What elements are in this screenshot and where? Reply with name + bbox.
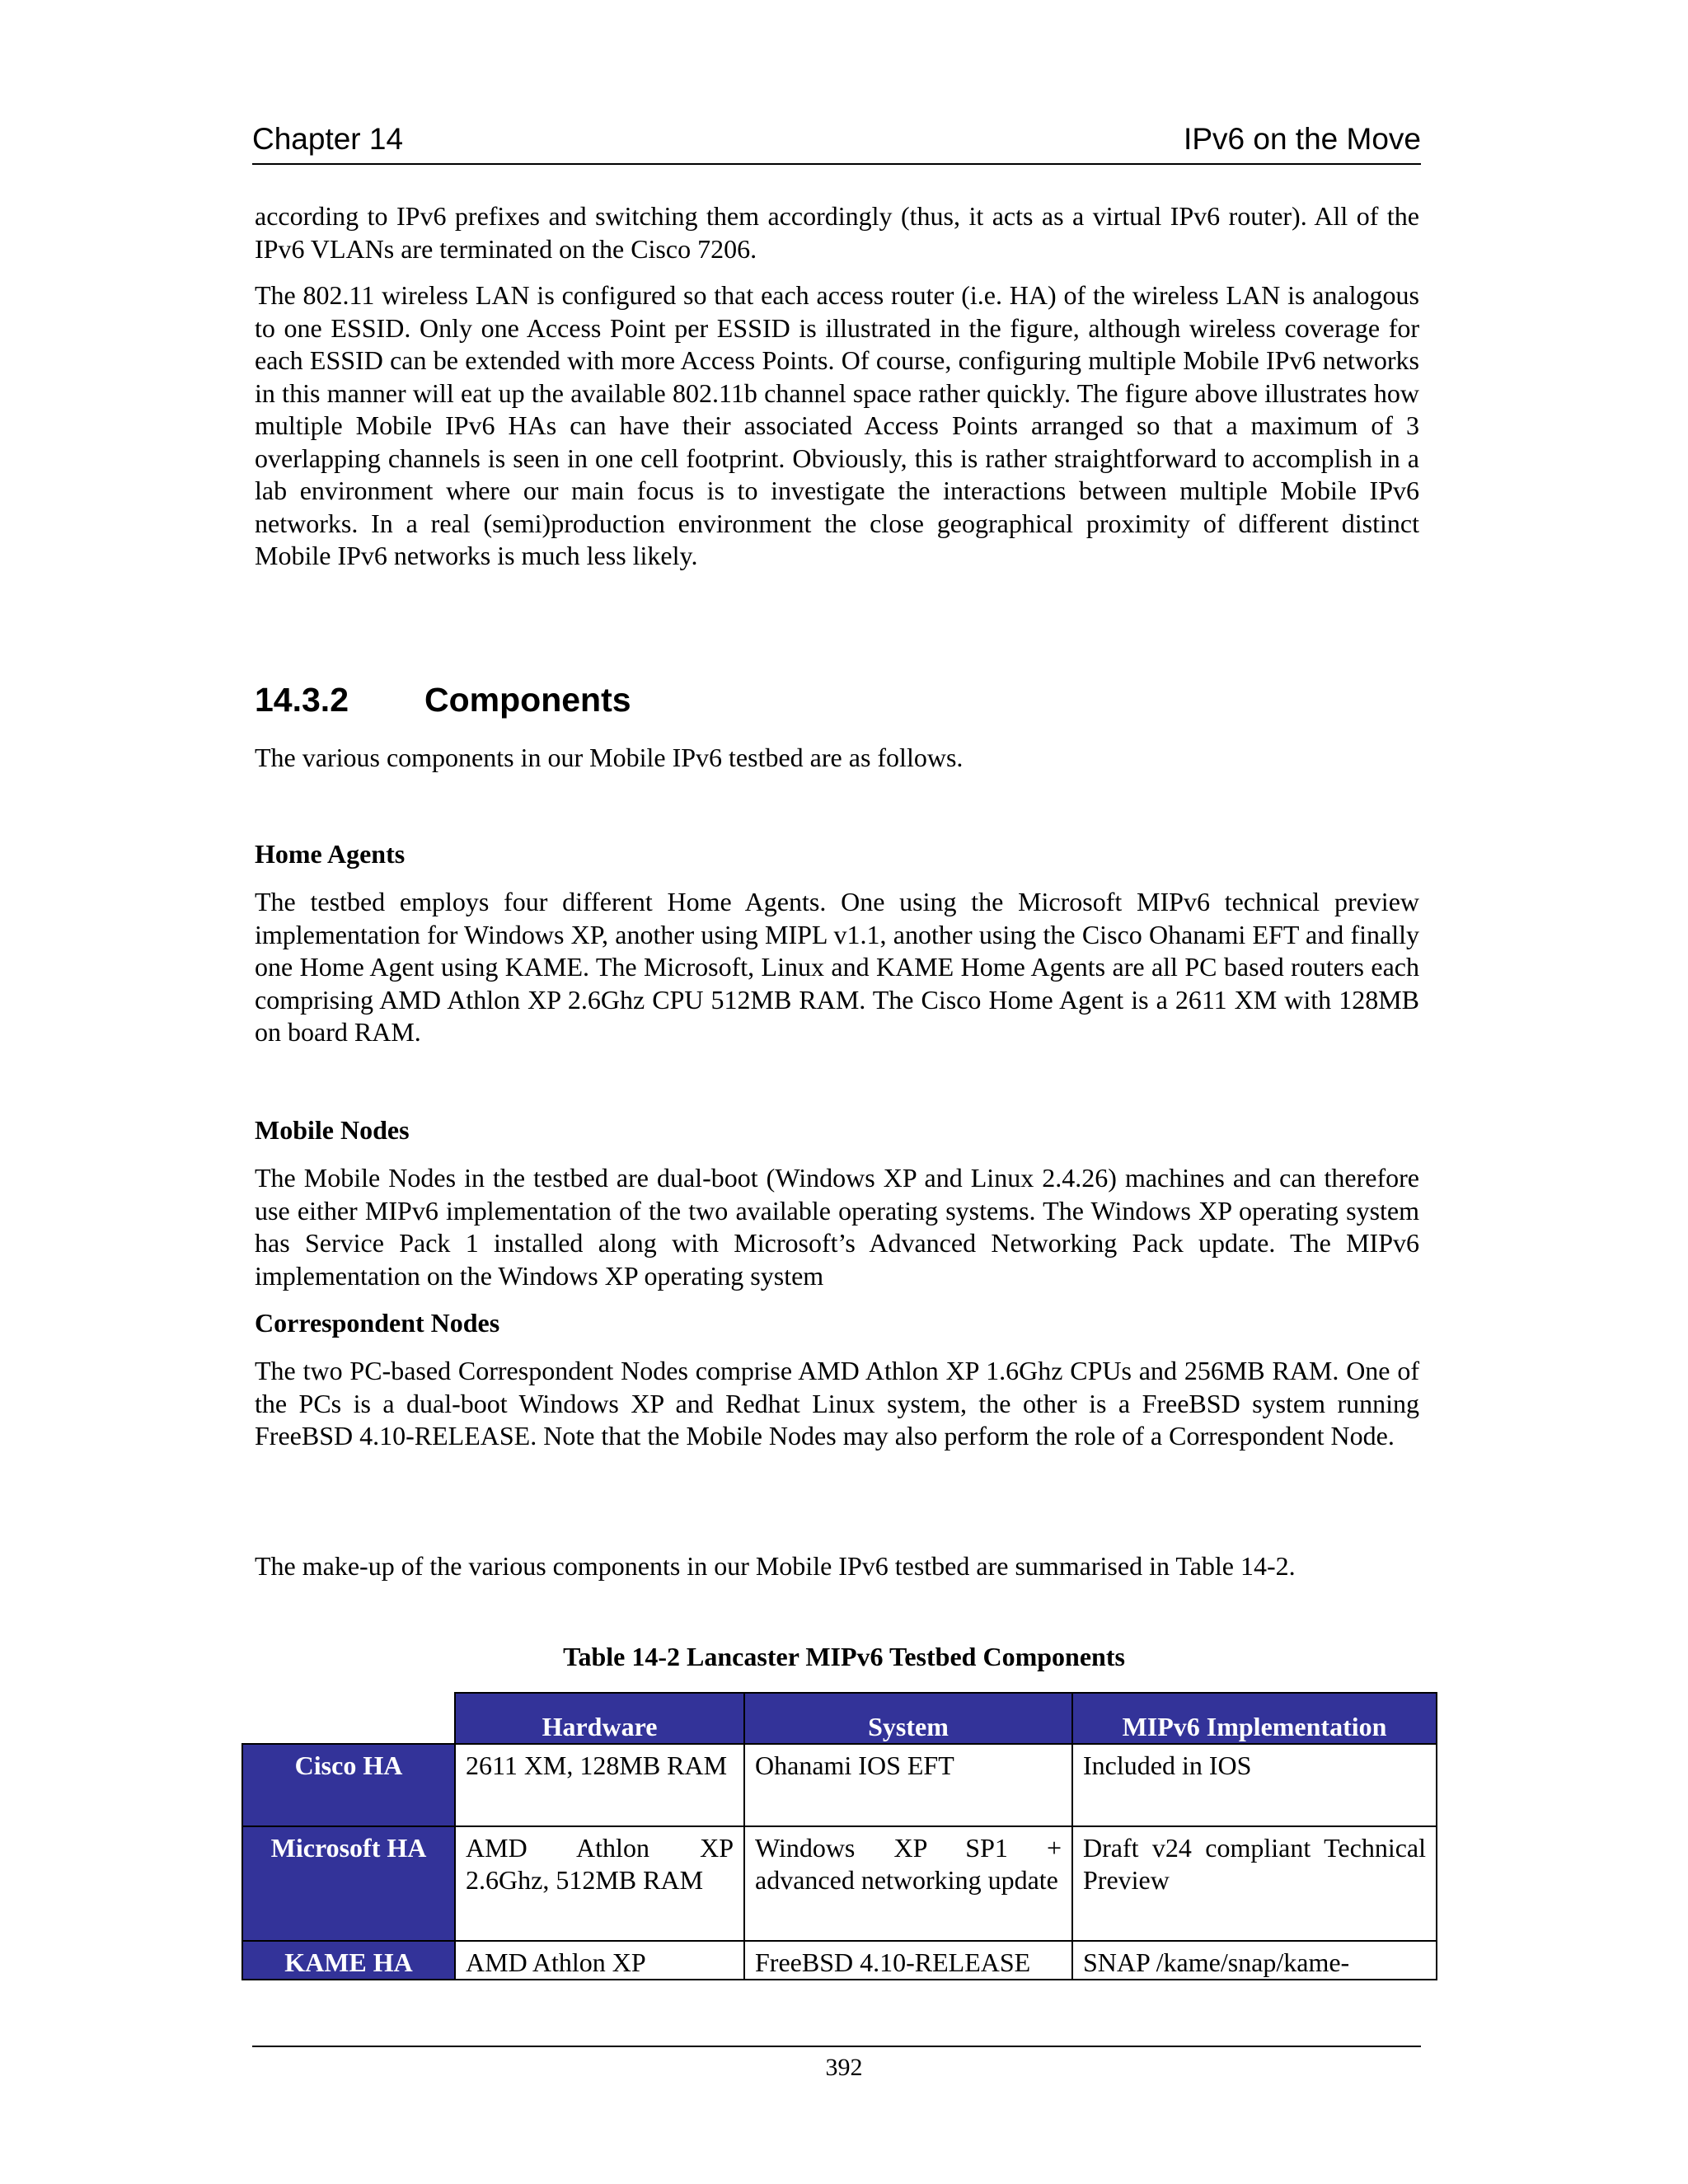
table-cell: SNAP /kame/snap/kame-	[1072, 1941, 1437, 1980]
section-number: 14.3.2	[255, 681, 349, 719]
section-lead	[255, 742, 1419, 789]
section-heading	[255, 681, 631, 719]
running-header	[252, 120, 1421, 165]
mobile-nodes-paragraph: The Mobile Nodes in the testbed are dual-boot (Windows XP and Linux 2.4.26) machines and can therefore use either MIPv6 implementation of the two available operating systems. The Windows XP operating system has Service Pack 1 installed along with Microsoft’s Advanced Networking Pack update. The MIPv6 implementation on the Windows XP operating system	[255, 1163, 1419, 1291]
table-row	[242, 1941, 1437, 1980]
mobile-nodes-heading: Mobile Nodes	[255, 1115, 410, 1145]
table-cell: FreeBSD 4.10-RELEASE	[744, 1941, 1072, 1980]
column-header-implementation: MIPv6 Implementation	[1072, 1693, 1437, 1744]
section-lead-text: The various components in our Mobile IPv6 testbed are as follows.	[255, 743, 964, 772]
table-caption: Table 14-2 Lancaster MIPv6 Testbed Components	[563, 1642, 1125, 1671]
table-cell: Draft v24 compliant Technical Preview	[1072, 1826, 1437, 1941]
table-corner	[242, 1693, 455, 1744]
table-cell: Ohanami IOS EFT	[744, 1744, 1072, 1826]
section-title: Components	[424, 681, 631, 719]
correspondent-nodes-text	[255, 1355, 1419, 1467]
components-table	[241, 1692, 1437, 1980]
table-cell: Windows XP SP1 + advanced networking update	[744, 1826, 1072, 1941]
intro-text	[255, 200, 1419, 587]
table-row	[242, 1744, 1437, 1826]
table-row	[242, 1826, 1437, 1941]
footer-rule	[252, 2046, 1421, 2047]
page-number: 392	[825, 2054, 863, 2081]
correspondent-nodes-heading: Correspondent Nodes	[255, 1308, 500, 1338]
home-agents-paragraph: The testbed employs four different Home Agents. One using the Microsoft MIPv6 technical preview implementation for Windows XP, another using MIPL v1.1, another using the Cisco Ohanami EFT and finally one Home Agent using KAME. The Microsoft, Linux and KAME Home Agents are all PC based routers each comprising AMD Athlon XP 2.6Ghz CPU 512MB RAM. The Cisco Home Agent is a 2611 XM with 128MB on board RAM.	[255, 887, 1419, 1047]
intro-paragraph-2: The 802.11 wireless LAN is configured so that each access router (i.e. HA) of the wireless LAN is analogous to one ESSID. Only one Access Point per ESSID is illustrated in the figure, although wireless coverage for each ESSID can be extended with more Access Points. Of course, configuring multiple Mobile IPv6 networks in this manner will eat up the available 802.11b channel space rather quickly. The figure above illustrates how multiple Mobile IPv6 HAs can have their associated Access Points arranged so that a maximum of 3 overlapping channels is seen in one cell footprint. Obviously, this is rather straightforward to accomplish in a lab environment where our main focus is to investigate the interactions between multiple Mobile IPv6 networks. In a real (semi)production environment the close geographical proximity of different distinct Mobile IPv6 networks is much less likely.	[255, 280, 1419, 570]
column-header-system: System	[744, 1693, 1072, 1744]
table-cell: 2611 XM, 128MB RAM	[455, 1744, 744, 1826]
correspondent-nodes-paragraph: The two PC-based Correspondent Nodes comprise AMD Athlon XP 1.6Ghz CPUs and 256MB RAM. One of the PCs is a dual-boot Windows XP and Redhat Linux system, the other is a FreeBSD system running FreeBSD 4.10-RELEASE. Note that the Mobile Nodes may also perform the role of a Correspondent Node.	[255, 1356, 1419, 1451]
table-cell: AMD Athlon XP 2.6Ghz, 512MB RAM	[455, 1826, 744, 1941]
row-header-cisco-ha: Cisco HA	[242, 1744, 455, 1826]
table-header-row	[242, 1693, 1437, 1744]
intro-paragraph-1: according to IPv6 prefixes and switching them accordingly (thus, it acts as a virtual IPv6 router). All of the IPv6 VLANs are terminated on the Cisco 7206.	[255, 201, 1419, 264]
chapter-label: Chapter 14	[252, 122, 404, 156]
column-header-hardware: Hardware	[455, 1693, 744, 1744]
mobile-nodes-text	[255, 1162, 1419, 1306]
table-cell: Included in IOS	[1072, 1744, 1437, 1826]
chapter-title: IPv6 on the Move	[1184, 122, 1421, 156]
summary-paragraph: The make-up of the various components in our Mobile IPv6 testbed are summarised in Table 14-2.	[255, 1551, 1296, 1581]
row-header-microsoft-ha: Microsoft HA	[242, 1826, 455, 1941]
home-agents-text	[255, 886, 1419, 1063]
summary-text	[255, 1550, 1419, 1597]
home-agents-heading: Home Agents	[255, 839, 406, 869]
row-header-kame-ha: KAME HA	[242, 1941, 455, 1980]
table-cell: AMD Athlon XP	[455, 1941, 744, 1980]
